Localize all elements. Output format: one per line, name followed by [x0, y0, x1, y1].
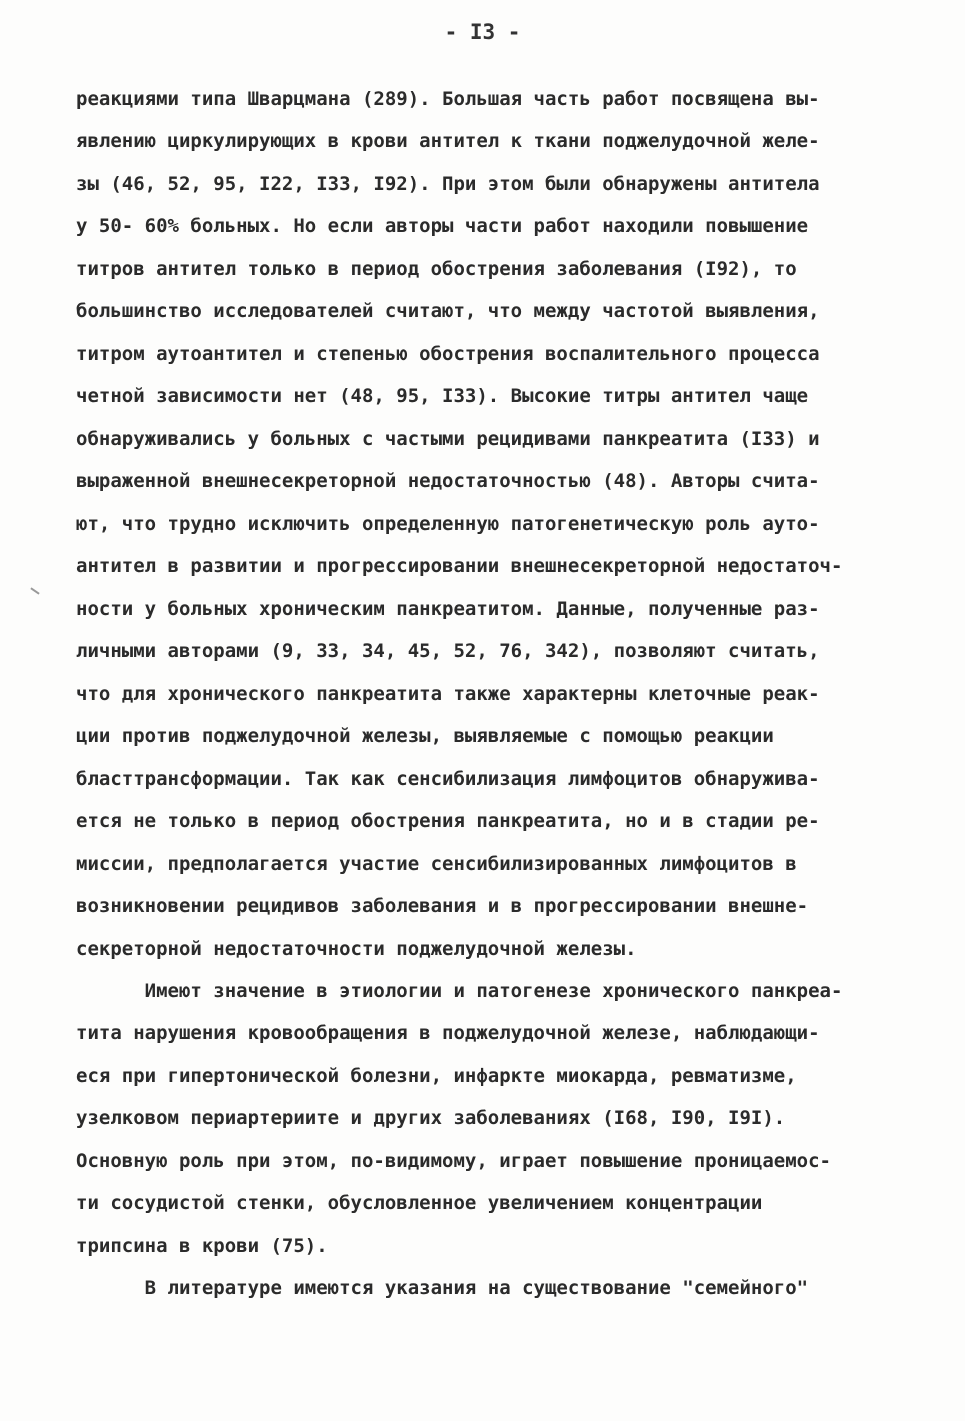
text-line: что для хронического панкреатита также характерны клеточные реак- — [76, 683, 820, 705]
text-line: зы (46, 52, 95, I22, I33, I92). При этом были обнаружены антитела — [76, 173, 820, 195]
text-line: ности у больных хроническим панкреатитом. Данные, полученные раз- — [76, 598, 820, 620]
text-line: Основную роль при этом, по-видимому, играет повышение проницаемос- — [76, 1150, 831, 1172]
text-line: В литературе имеются указания на существование "семейного" — [76, 1277, 809, 1299]
text-line: обнаруживались у больных с частыми рецидивами панкреатита (I33) и — [76, 428, 820, 450]
text-line: возникновении рецидивов заболевания и в прогрессировании внешне- — [76, 895, 809, 917]
text-line: антител в развитии и прогрессировании внешнесекреторной недостаточ- — [76, 555, 843, 577]
text-line: тита нарушения кровообращения в поджелудочной железе, наблюдающи- — [76, 1022, 820, 1044]
text-line: четной зависимости нет (48, 95, I33). Высокие титры антител чаще — [76, 385, 809, 407]
text-line: трипсина в крови (75). — [76, 1235, 328, 1257]
text-line: явлению циркулирующих в крови антител к ткани поджелудочной желе- — [76, 130, 820, 152]
text-line: ется не только в период обострения панкреатита, но и в стадии ре- — [76, 810, 820, 832]
text-line: бласттрансформации. Так как сенсибилизация лимфоцитов обнаружива- — [76, 768, 820, 790]
text-line: реакциями типа Шварцмана (289). Большая часть работ посвящена вы- — [76, 88, 820, 110]
text-line: личными авторами (9, 33, 34, 45, 52, 76, 342), позволяют считать, — [76, 640, 820, 662]
text-line: большинство исследователей считают, что между частотой выявления, — [76, 300, 820, 322]
stray-ink-mark — [30, 587, 39, 594]
text-line: у 50- 60% больных. Но если авторы части работ находили повышение — [76, 215, 809, 237]
text-line: секреторной недостаточности поджелудочной железы. — [76, 938, 637, 960]
text-line: узелковом периартериите и других заболеваниях (I68, I90, I9I). — [76, 1107, 786, 1129]
text-line: ют, что трудно исключить определенную патогенетическую роль ауто- — [76, 513, 820, 535]
text-line: Имеют значение в этиологии и патогенезе хронического панкреа- — [76, 980, 843, 1002]
text-line: выраженной внешнесекреторной недостаточностью (48). Авторы счита- — [76, 470, 820, 492]
text-line: миссии, предполагается участие сенсибилизированных лимфоцитов в — [76, 853, 797, 875]
text-line: титров антител только в период обострения заболевания (I92), то — [76, 258, 797, 280]
text-line: ти сосудистой стенки, обусловленное увеличением концентрации — [76, 1192, 763, 1214]
text-line: ции против поджелудочной железы, выявляемые с помощью реакции — [76, 725, 774, 747]
text-line: еся при гипертонической болезни, инфаркте миокарда, ревматизме, — [76, 1065, 797, 1087]
text-line: титром аутоантител и степенью обострения воспалительного процесса — [76, 343, 820, 365]
page-number: - I3 - — [444, 20, 521, 44]
